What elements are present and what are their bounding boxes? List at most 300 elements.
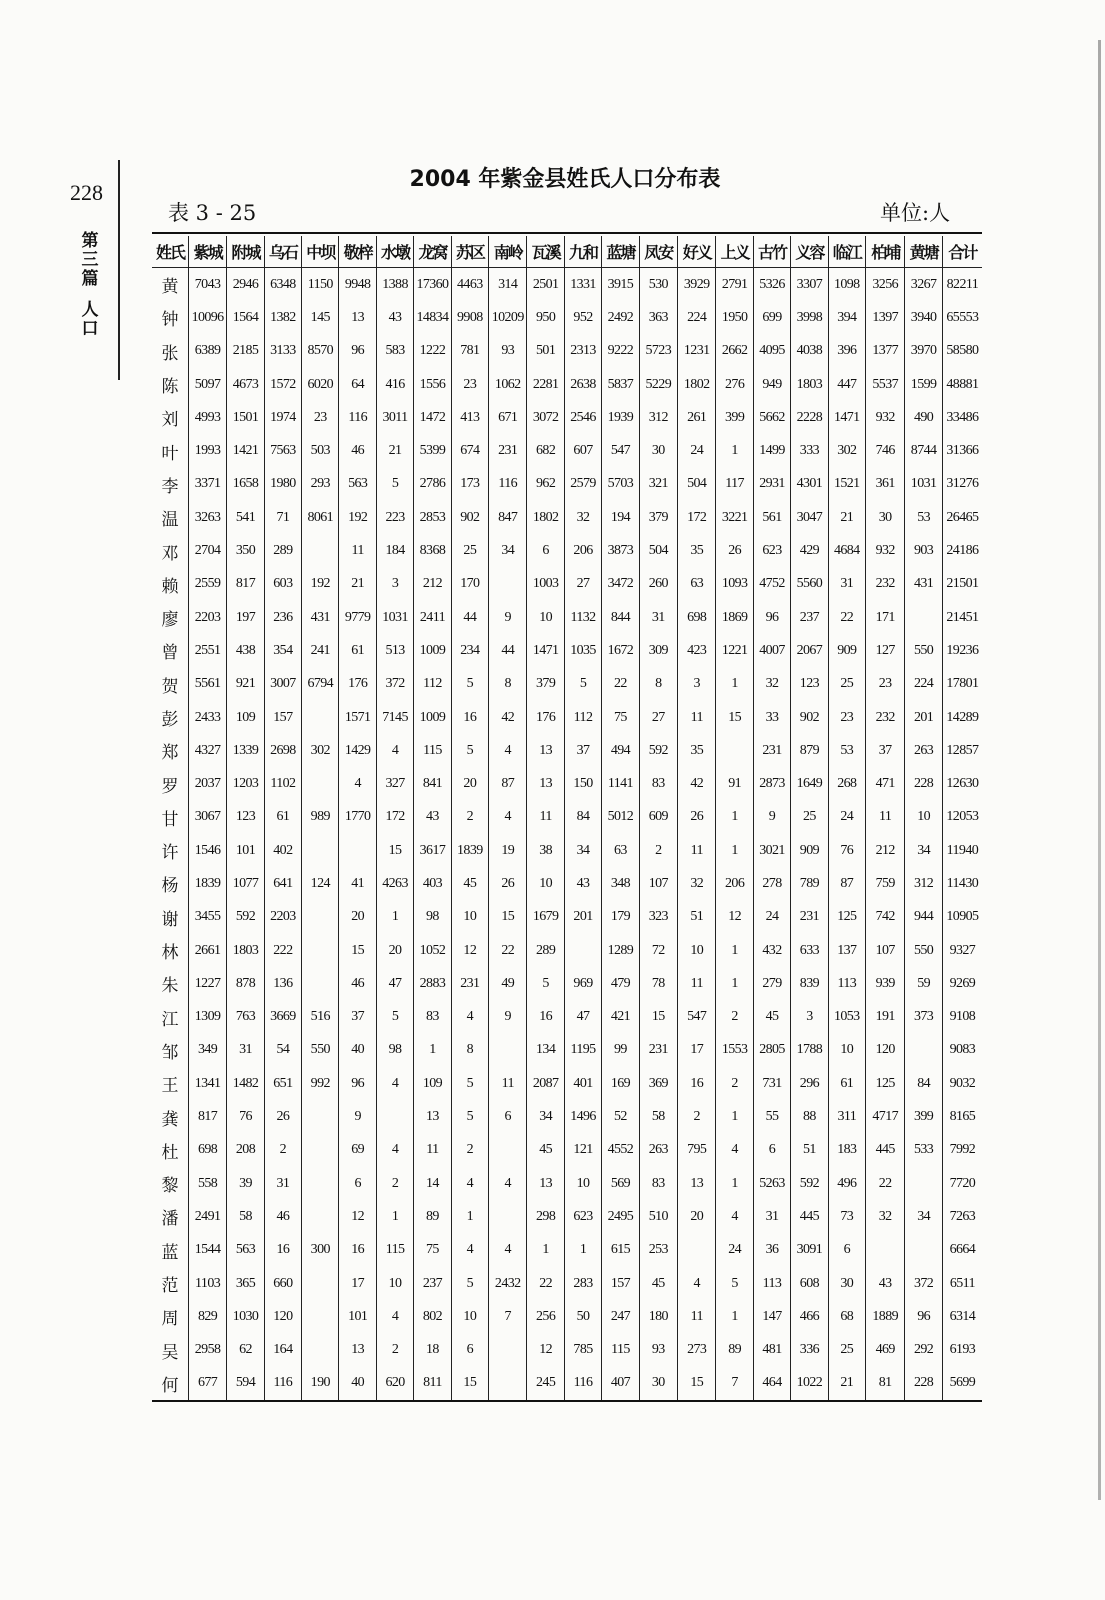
value-cell: 1339: [227, 734, 264, 767]
value-cell: 1679: [527, 901, 564, 934]
value-cell: 2661: [188, 934, 226, 967]
value-cell: 83: [414, 1001, 451, 1034]
value-cell: 78: [639, 967, 677, 1000]
table-row: [152, 634, 982, 667]
value-cell: 30: [828, 1267, 865, 1300]
value-cell: 789: [791, 867, 828, 900]
value-cell: 26: [678, 801, 716, 834]
value-cell: 236: [264, 601, 301, 634]
value-cell: 1544: [188, 1234, 226, 1267]
surname-cell: 邓: [152, 534, 188, 567]
value-cell: 1: [564, 1234, 601, 1267]
value-cell: 10: [828, 1034, 865, 1067]
value-cell: 1556: [414, 368, 451, 401]
value-cell: 349: [188, 1034, 226, 1067]
value-cell: 10: [451, 901, 488, 934]
value-cell: 4: [451, 1234, 488, 1267]
value-cell: 192: [302, 568, 339, 601]
value-cell: 1950: [716, 301, 753, 334]
value-cell: 145: [302, 301, 339, 334]
value-cell: 4263: [376, 867, 413, 900]
table-row: [152, 1034, 982, 1067]
value-cell: 1788: [791, 1034, 828, 1067]
value-cell: 14834: [414, 301, 451, 334]
surname-cell: 周: [152, 1300, 188, 1333]
value-cell: 592: [227, 901, 264, 934]
total-cell: 12630: [942, 767, 982, 800]
value-cell: 96: [339, 1067, 376, 1100]
value-cell: 253: [639, 1234, 677, 1267]
value-cell: 25: [791, 801, 828, 834]
surname-cell: 刘: [152, 401, 188, 434]
value-cell: 3929: [678, 268, 716, 302]
value-cell: 5: [716, 1267, 753, 1300]
section-label-char: 三: [81, 250, 99, 270]
value-cell: 41: [339, 867, 376, 900]
total-cell: 24186: [942, 534, 982, 567]
value-cell: 2501: [527, 268, 564, 302]
value-cell: 96: [753, 601, 790, 634]
value-cell: [302, 1267, 339, 1300]
value-cell: 179: [602, 901, 639, 934]
value-cell: 623: [753, 534, 790, 567]
value-cell: 116: [264, 1367, 301, 1401]
value-cell: 6: [339, 1167, 376, 1200]
value-cell: 14: [414, 1167, 451, 1200]
total-cell: 31276: [942, 468, 982, 501]
value-cell: 61: [339, 634, 376, 667]
value-cell: 1022: [791, 1367, 828, 1401]
value-cell: 3617: [414, 834, 451, 867]
value-cell: 2638: [564, 368, 601, 401]
value-cell: 23: [302, 401, 339, 434]
value-cell: 39: [227, 1167, 264, 1200]
value-cell: 2: [376, 1334, 413, 1367]
value-cell: 302: [302, 734, 339, 767]
value-cell: 224: [905, 668, 942, 701]
value-cell: 5837: [602, 368, 639, 401]
margin-rule: [118, 160, 120, 380]
value-cell: 569: [602, 1167, 639, 1200]
value-cell: [489, 1334, 527, 1367]
table-body: [152, 268, 982, 1402]
value-cell: 123: [227, 801, 264, 834]
value-cell: 501: [527, 335, 564, 368]
value-cell: 83: [639, 767, 677, 800]
value-cell: 261: [678, 401, 716, 434]
value-cell: 69: [339, 1134, 376, 1167]
value-cell: 231: [639, 1034, 677, 1067]
table-header: [152, 236, 982, 268]
value-cell: 18: [414, 1334, 451, 1367]
value-cell: 10: [564, 1167, 601, 1200]
value-cell: 4: [451, 1167, 488, 1200]
value-cell: 4: [376, 734, 413, 767]
value-cell: 547: [678, 1001, 716, 1034]
value-cell: 2873: [753, 767, 790, 800]
value-cell: 5263: [753, 1167, 790, 1200]
surname-cell: 谢: [152, 901, 188, 934]
value-cell: 2: [376, 1167, 413, 1200]
total-cell: 26465: [942, 501, 982, 534]
value-cell: 11: [414, 1134, 451, 1167]
value-cell: 402: [264, 834, 301, 867]
value-cell: 429: [791, 534, 828, 567]
total-cell: 21451: [942, 601, 982, 634]
value-cell: 45: [527, 1134, 564, 1167]
value-cell: 1: [527, 1234, 564, 1267]
value-cell: 34: [489, 534, 527, 567]
value-cell: 2805: [753, 1034, 790, 1067]
table-row: [152, 368, 982, 401]
value-cell: 164: [264, 1334, 301, 1367]
table-row: [152, 1134, 982, 1167]
value-cell: 1098: [828, 268, 865, 302]
value-cell: 289: [264, 534, 301, 567]
value-cell: [302, 834, 339, 867]
value-cell: 11: [678, 834, 716, 867]
value-cell: 88: [791, 1100, 828, 1133]
value-cell: 43: [865, 1267, 904, 1300]
value-cell: [489, 1134, 527, 1167]
value-cell: 24: [716, 1234, 753, 1267]
total-cell: 9083: [942, 1034, 982, 1067]
value-cell: 237: [414, 1267, 451, 1300]
value-cell: 9779: [339, 601, 376, 634]
value-cell: 45: [451, 867, 488, 900]
value-cell: 594: [227, 1367, 264, 1401]
total-cell: 11430: [942, 867, 982, 900]
value-cell: 51: [678, 901, 716, 934]
total-cell: 31366: [942, 434, 982, 467]
value-cell: 3021: [753, 834, 790, 867]
value-cell: 350: [227, 534, 264, 567]
value-cell: 1571: [339, 701, 376, 734]
value-cell: 13: [527, 734, 564, 767]
value-cell: 3455: [188, 901, 226, 934]
value-cell: 52: [602, 1100, 639, 1133]
value-cell: 120: [865, 1034, 904, 1067]
value-cell: 84: [905, 1067, 942, 1100]
value-cell: 399: [905, 1100, 942, 1133]
value-cell: [302, 701, 339, 734]
value-cell: 68: [828, 1300, 865, 1333]
value-cell: 194: [602, 501, 639, 534]
value-cell: 5662: [753, 401, 790, 434]
value-cell: 633: [791, 934, 828, 967]
value-cell: [678, 1234, 716, 1267]
surname-cell: 范: [152, 1267, 188, 1300]
header-cell: 上义: [716, 236, 753, 268]
value-cell: 302: [828, 434, 865, 467]
value-cell: 6020: [302, 368, 339, 401]
value-cell: 3: [678, 668, 716, 701]
value-cell: 469: [865, 1334, 904, 1367]
surname-cell: 李: [152, 468, 188, 501]
value-cell: [302, 767, 339, 800]
value-cell: 5: [527, 967, 564, 1000]
value-cell: 314: [489, 268, 527, 302]
value-cell: 13: [678, 1167, 716, 1200]
value-cell: 37: [339, 1001, 376, 1034]
value-cell: 58: [227, 1200, 264, 1233]
value-cell: 10: [678, 934, 716, 967]
table-row: [152, 767, 982, 800]
value-cell: [489, 1367, 527, 1401]
value-cell: 91: [716, 767, 753, 800]
value-cell: 1009: [414, 701, 451, 734]
value-cell: 7145: [376, 701, 413, 734]
value-cell: 309: [639, 634, 677, 667]
value-cell: 89: [716, 1334, 753, 1367]
value-cell: 3011: [376, 401, 413, 434]
value-cell: 36: [753, 1234, 790, 1267]
value-cell: 124: [302, 867, 339, 900]
value-cell: 62: [227, 1334, 264, 1367]
value-cell: 1141: [602, 767, 639, 800]
header-cell: 凤安: [639, 236, 677, 268]
total-cell: 17801: [942, 668, 982, 701]
value-cell: 2579: [564, 468, 601, 501]
value-cell: 5326: [753, 268, 790, 302]
value-cell: 2: [716, 1067, 753, 1100]
value-cell: 312: [905, 867, 942, 900]
value-cell: 1672: [602, 634, 639, 667]
value-cell: 817: [188, 1100, 226, 1133]
total-cell: 82211: [942, 268, 982, 302]
value-cell: 87: [828, 867, 865, 900]
value-cell: 279: [753, 967, 790, 1000]
value-cell: 5: [451, 734, 488, 767]
value-cell: 15: [339, 934, 376, 967]
value-cell: 176: [339, 668, 376, 701]
value-cell: 170: [451, 568, 488, 601]
value-cell: 5097: [188, 368, 226, 401]
total-cell: 9269: [942, 967, 982, 1000]
value-cell: 46: [339, 967, 376, 1000]
total-cell: 7720: [942, 1167, 982, 1200]
value-cell: [905, 601, 942, 634]
value-cell: 99: [602, 1034, 639, 1067]
value-cell: 989: [302, 801, 339, 834]
value-cell: 1471: [828, 401, 865, 434]
value-cell: 1062: [489, 368, 527, 401]
value-cell: 365: [227, 1267, 264, 1300]
value-cell: 1839: [188, 867, 226, 900]
value-cell: 10: [527, 867, 564, 900]
value-cell: 72: [639, 934, 677, 967]
value-cell: 795: [678, 1134, 716, 1167]
value-cell: [302, 1167, 339, 1200]
value-cell: 283: [564, 1267, 601, 1300]
total-cell: 9108: [942, 1001, 982, 1034]
value-cell: 3998: [791, 301, 828, 334]
value-cell: 336: [791, 1334, 828, 1367]
value-cell: [564, 934, 601, 967]
value-cell: 2203: [188, 601, 226, 634]
value-cell: [302, 1334, 339, 1367]
value-cell: 311: [828, 1100, 865, 1133]
value-cell: 50: [564, 1300, 601, 1333]
value-cell: 1: [451, 1200, 488, 1233]
table-row: [152, 801, 982, 834]
total-cell: 65553: [942, 301, 982, 334]
value-cell: 5560: [791, 568, 828, 601]
value-cell: 944: [905, 901, 942, 934]
value-cell: 296: [791, 1067, 828, 1100]
header-cell: 好义: [678, 236, 716, 268]
value-cell: 9222: [602, 335, 639, 368]
value-cell: 11: [865, 801, 904, 834]
value-cell: 31: [753, 1200, 790, 1233]
value-cell: 237: [791, 601, 828, 634]
value-cell: 15: [716, 701, 753, 734]
value-cell: 1003: [527, 568, 564, 601]
surname-cell: 曾: [152, 634, 188, 667]
value-cell: 1482: [227, 1067, 264, 1100]
value-cell: 8061: [302, 501, 339, 534]
value-cell: 98: [376, 1034, 413, 1067]
value-cell: 11: [527, 801, 564, 834]
value-cell: 3371: [188, 468, 226, 501]
value-cell: 256: [527, 1300, 564, 1333]
header-cell: 敬梓: [339, 236, 376, 268]
value-cell: 2203: [264, 901, 301, 934]
value-cell: 609: [639, 801, 677, 834]
header-cell: 紫城: [188, 236, 226, 268]
value-cell: 1649: [791, 767, 828, 800]
value-cell: 61: [828, 1067, 865, 1100]
value-cell: 292: [905, 1334, 942, 1367]
value-cell: 401: [564, 1067, 601, 1100]
value-cell: 180: [639, 1300, 677, 1333]
value-cell: 2958: [188, 1334, 226, 1367]
value-cell: 2883: [414, 967, 451, 1000]
value-cell: 1572: [264, 368, 301, 401]
value-cell: 192: [339, 501, 376, 534]
value-cell: 1052: [414, 934, 451, 967]
value-cell: 1: [716, 934, 753, 967]
value-cell: 2067: [791, 634, 828, 667]
value-cell: 75: [414, 1234, 451, 1267]
value-cell: 27: [639, 701, 677, 734]
surname-cell: 杨: [152, 867, 188, 900]
value-cell: 4717: [865, 1100, 904, 1133]
value-cell: 541: [227, 501, 264, 534]
value-cell: 13: [339, 301, 376, 334]
value-cell: 123: [791, 668, 828, 701]
value-cell: 5012: [602, 801, 639, 834]
total-cell: 9327: [942, 934, 982, 967]
value-cell: 2313: [564, 335, 601, 368]
value-cell: 932: [865, 534, 904, 567]
value-cell: 2492: [602, 301, 639, 334]
value-cell: 447: [828, 368, 865, 401]
total-cell: 12857: [942, 734, 982, 767]
value-cell: [302, 934, 339, 967]
value-cell: 9: [753, 801, 790, 834]
value-cell: 5537: [865, 368, 904, 401]
value-cell: 432: [753, 934, 790, 967]
value-cell: 431: [905, 568, 942, 601]
value-cell: 15: [489, 901, 527, 934]
value-cell: 120: [264, 1300, 301, 1333]
value-cell: 1802: [527, 501, 564, 534]
value-cell: 10: [527, 601, 564, 634]
value-cell: 49: [489, 967, 527, 1000]
value-cell: 2931: [753, 468, 790, 501]
value-cell: 117: [716, 468, 753, 501]
value-cell: 13: [527, 1167, 564, 1200]
value-cell: 43: [376, 301, 413, 334]
value-cell: 26: [716, 534, 753, 567]
value-cell: 2495: [602, 1200, 639, 1233]
value-cell: 3: [376, 568, 413, 601]
value-cell: 21: [339, 568, 376, 601]
value-cell: 550: [302, 1034, 339, 1067]
value-cell: 98: [414, 901, 451, 934]
value-cell: 1388: [376, 268, 413, 302]
value-cell: 445: [791, 1200, 828, 1233]
surname-cell: 何: [152, 1367, 188, 1401]
value-cell: 7043: [188, 268, 226, 302]
value-cell: [302, 967, 339, 1000]
value-cell: 1770: [339, 801, 376, 834]
value-cell: 2853: [414, 501, 451, 534]
value-cell: 1102: [264, 767, 301, 800]
value-cell: 172: [678, 501, 716, 534]
value-cell: 1802: [678, 368, 716, 401]
value-cell: 1: [716, 967, 753, 1000]
value-cell: 7: [716, 1367, 753, 1401]
value-cell: 31: [639, 601, 677, 634]
value-cell: 939: [865, 967, 904, 1000]
value-cell: 30: [639, 434, 677, 467]
value-cell: 674: [451, 434, 488, 467]
value-cell: 134: [527, 1034, 564, 1067]
table-row: [152, 601, 982, 634]
value-cell: 3091: [791, 1234, 828, 1267]
value-cell: 333: [791, 434, 828, 467]
value-cell: 224: [678, 301, 716, 334]
value-cell: 75: [602, 701, 639, 734]
value-cell: 16: [339, 1234, 376, 1267]
value-cell: 191: [865, 1001, 904, 1034]
surname-cell: 王: [152, 1067, 188, 1100]
value-cell: 847: [489, 501, 527, 534]
value-cell: 785: [564, 1334, 601, 1367]
value-cell: 4673: [227, 368, 264, 401]
table-row: [152, 934, 982, 967]
section-label-char: 第: [81, 231, 99, 251]
value-cell: 348: [602, 867, 639, 900]
value-cell: 811: [414, 1367, 451, 1401]
total-cell: 19236: [942, 634, 982, 667]
value-cell: 231: [791, 901, 828, 934]
value-cell: 121: [564, 1134, 601, 1167]
value-cell: 13: [414, 1100, 451, 1133]
value-cell: 1227: [188, 967, 226, 1000]
value-cell: 21: [828, 501, 865, 534]
value-cell: 921: [227, 668, 264, 701]
value-cell: 247: [602, 1300, 639, 1333]
value-cell: 671: [489, 401, 527, 434]
surname-cell: 贺: [152, 668, 188, 701]
total-cell: 9032: [942, 1067, 982, 1100]
header-cell: 临江: [828, 236, 865, 268]
value-cell: 9908: [451, 301, 488, 334]
value-cell: 1195: [564, 1034, 601, 1067]
